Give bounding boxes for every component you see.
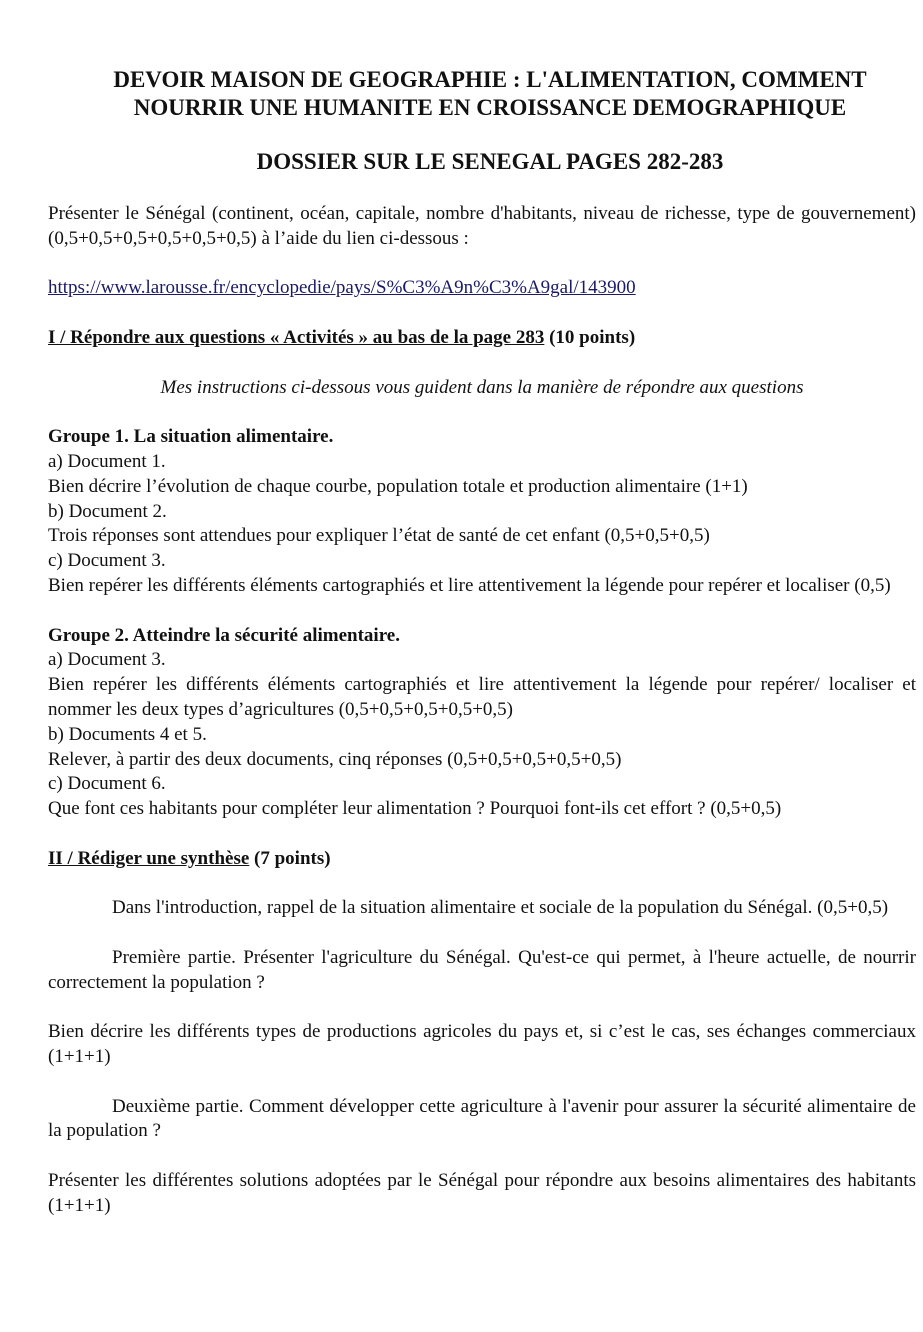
group1-c-text: Bien repérer les différents éléments cartographiés et lire attentivement la légende pour repérer et localiser (0,5)	[48, 574, 891, 596]
section2-heading	[48, 847, 916, 872]
title-line-1: DEVOIR MAISON DE GEOGRAPHIE : L'ALIMENTATION, COMMENT	[113, 67, 867, 92]
group1-c-label: c) Document 3.	[48, 550, 166, 572]
document-title	[64, 66, 916, 122]
group2-b-label: b) Documents 4 et 5.	[48, 723, 207, 745]
group1-b-label: b) Document 2.	[48, 500, 167, 522]
synthesis-part2-detail: Présenter les différentes solutions adoptées par le Sénégal pour répondre aux besoins alimentaires des habitants (1+1+1)	[48, 1170, 916, 1216]
group2-c-text: Que font ces habitants pour compléter leur alimentation ? Pourquoi font-ils cet effort ? (0,5+0,5)	[48, 798, 782, 820]
group2-a-label: a) Document 3.	[48, 649, 166, 671]
section1-points: (10 points)	[544, 326, 636, 348]
group1-b-text: Trois réponses sont attendues pour expliquer l’état de santé de cet enfant (0,5+0,5+0,5)	[48, 525, 710, 547]
group2-c-label: c) Document 6.	[48, 773, 166, 795]
group1-a-label: a) Document 1.	[48, 450, 166, 472]
section1-heading-text: I / Répondre aux questions « Activités » au bas de la page 283	[48, 326, 545, 348]
synthesis-intro: Dans l'introduction, rappel de la situation alimentaire et sociale de la population du Sénégal. (0,5+0,5)	[112, 897, 889, 919]
section2-points: (7 points)	[249, 847, 331, 869]
instructions-note: Mes instructions ci-dessous vous guident dans la manière de répondre aux questions	[160, 376, 804, 398]
group1-heading: Groupe 1. La situation alimentaire.	[48, 426, 334, 448]
synthesis-part1: Première partie. Présenter l'agriculture du Sénégal. Qu'est-ce qui permet, à l'heure actuelle, de nourrir correctement la population ?	[48, 946, 916, 993]
group2-heading: Groupe 2. Atteindre la sécurité alimentaire.	[48, 624, 400, 646]
title-line-2: NOURRIR UNE HUMANITE EN CROISSANCE DEMOGRAPHIQUE	[133, 95, 847, 120]
synthesis-part1-detail: Bien décrire les différents types de productions agricoles du pays et, si c’est le cas, ses échanges commerciaux (1+1+1)	[48, 1021, 916, 1068]
synthesis-part2: Deuxième partie. Comment développer cette agriculture à l'avenir pour assurer la sécurité alimentaire de la population ?	[48, 1095, 916, 1142]
larousse-link[interactable]: https://www.larousse.fr/encyclopedie/pays/S%C3%A9n%C3%A9gal/143900	[48, 277, 636, 299]
group1-a-text: Bien décrire l’évolution de chaque courbe, population totale et production alimentaire (1+1)	[48, 475, 748, 497]
document-subtitle: DOSSIER SUR LE SENEGAL PAGES 282-283	[256, 149, 724, 174]
group2-b-text: Relever, à partir des deux documents, cinq réponses (0,5+0,5+0,5+0,5+0,5)	[48, 748, 622, 770]
group2-a-text: Bien repérer les différents éléments cartographiés et lire attentivement la légende pour repérer/ localiser et nommer les deux types d’agricultures (0,5+0,5+0,5+0,5+0,5)	[48, 674, 916, 720]
intro-paragraph: Présenter le Sénégal (continent, océan, capitale, nombre d'habitants, niveau de richesse, type de gouvernement) (0,5+0,5+0,5+0,5+0,5+0,5) à l’aide du lien ci-dessous :	[48, 203, 916, 249]
section2-heading-text: II / Rédiger une synthèse	[48, 847, 250, 869]
section1-heading	[48, 326, 916, 351]
